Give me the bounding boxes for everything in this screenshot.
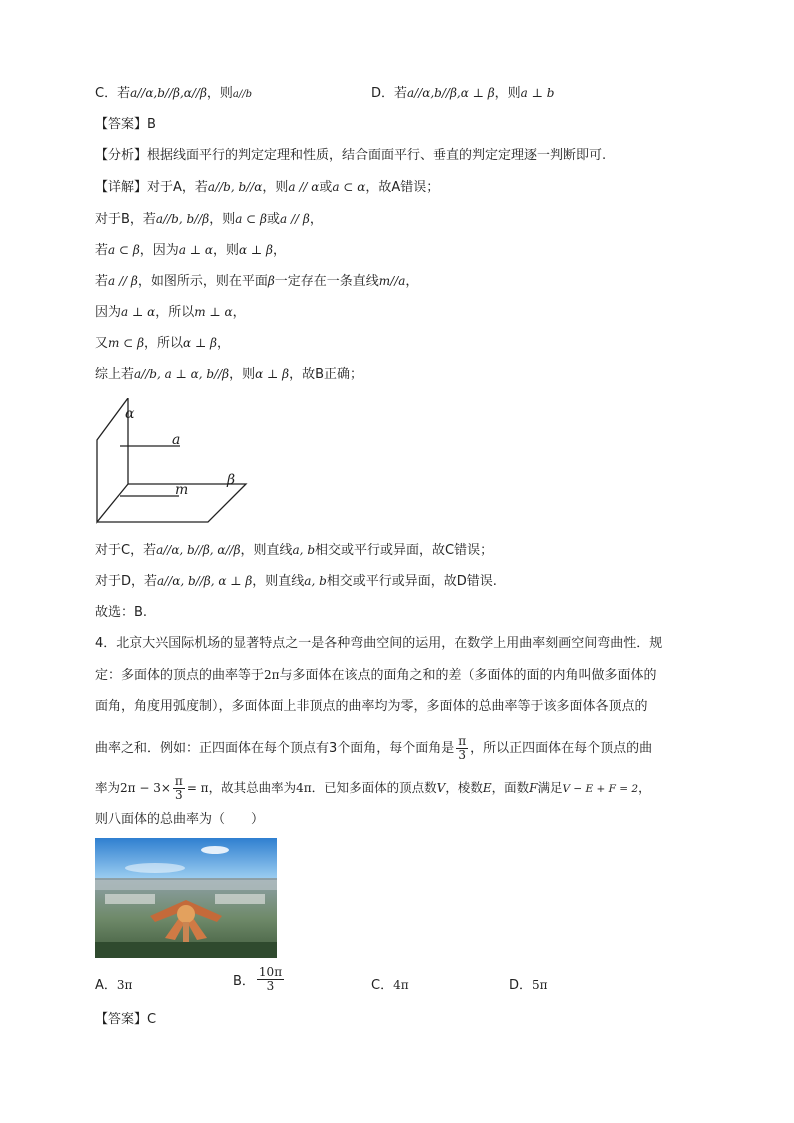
option-a[interactable] [95,974,132,993]
math: a // β [280,212,310,226]
detail-line-6 [95,334,230,353]
answer-tag: 【答案】 [95,117,148,132]
text: 综上若 [95,367,135,382]
text: ，则 [209,212,236,227]
text: ，故B正确； [289,367,363,382]
text: 对于A，若 [147,180,208,195]
conclusion-c [95,541,493,560]
math: a ⊥ α [121,305,156,319]
math: E [482,781,492,795]
option-c-prev [95,84,252,104]
text: ， [309,212,323,227]
q4-line-3: 面角，角度用弧度制），多面体面上非顶点的曲率均为零，多面体的总曲率等于该多面体各顶点的 [95,699,648,714]
math: V [436,781,446,795]
text: ，则 [212,243,239,258]
option-c[interactable] [371,974,409,993]
text: ，则直线 [252,574,305,589]
math: a ⊂ β [235,212,267,226]
option-d[interactable] [509,974,548,993]
label-m: m [175,482,189,498]
text: ， [272,243,286,258]
plane-beta [97,484,246,522]
answer-2 [95,1011,156,1029]
text: 或 [266,212,280,227]
detail-line-2 [95,210,323,229]
text: ，则 [206,86,233,101]
math: α ⊥ β [239,243,273,257]
option-label: C．若 [95,86,131,101]
fraction-pi-over-3 [456,735,468,762]
detail-line-7 [95,365,363,384]
math: a ⊂ α [332,180,366,194]
analysis-tag: 【分析】 [95,148,148,163]
text: ，故其总曲率为 [208,780,297,795]
math: a//b [232,89,253,100]
label-beta: β [227,472,236,488]
numerator: π [174,774,183,788]
option-d-prev [371,84,554,103]
detail-line-3 [95,241,286,260]
math: V − E + F = 2 [562,783,639,795]
math: a ⊥ b [520,86,555,100]
denominator: 3 [175,788,183,802]
text: 一定存在一条直线 [274,274,379,289]
q4-line-6: 则八面体的总曲率为（ ） [95,812,265,827]
math: a, b [304,574,327,588]
q4-line-2 [95,666,657,685]
option-label: C． [371,978,394,993]
plane-alpha [97,398,128,522]
text: ，所以正四面体在每个顶点的曲 [470,741,653,756]
math: = π [186,781,209,795]
option-value: 3π [116,978,133,992]
math: β [267,274,275,288]
analysis-text: 根据线面平行的判定定理和性质，结合面面平行、垂直的判定定理逐一判断即可. [147,148,607,163]
option-value: 5π [532,978,548,992]
planes-figure [95,398,255,526]
q4-line-5 [95,775,651,802]
math: a ⊂ β [108,243,140,257]
math: 2π − 3× [120,781,171,795]
denominator: 3 [266,979,275,993]
text: ， [232,305,246,320]
text: 对于D，若 [95,574,158,589]
text: 若 [95,243,109,258]
text: 相交或平行或异面，故D错误. [326,574,497,589]
text: ，则 [262,180,289,195]
math: a//b, b//β [155,212,210,226]
text: 对于C，若 [95,543,157,558]
option-value: 4π [393,978,409,992]
numerator: 10π [258,965,283,979]
math: m ⊂ β [108,336,145,350]
answer-tag: 【答案】 [95,1012,148,1027]
denominator: 3 [458,748,467,762]
fraction-pi-over-3 [173,775,185,802]
math: 2π [264,668,280,682]
text: 定：多面体的顶点的曲率等于 [95,668,265,683]
detail-tag: 【详解】 [95,180,148,195]
math: m//a [378,274,406,288]
option-fraction [257,966,284,993]
option-b[interactable] [233,966,286,993]
q4-line-1: 4．北京大兴国际机场的显著特点之一是各种弯曲空间的运用，在数学上用曲率刻画空间弯曲性．规 [95,636,663,651]
option-label: B． [233,974,255,989]
answer-value: B [147,117,156,132]
text: 或 [319,180,333,195]
math: a//α, b//β, α//β [156,543,241,557]
label-a: a [172,432,181,448]
text: ，棱数 [445,780,483,795]
text: ， [405,274,419,289]
answer-value: C [147,1012,157,1027]
text: ，因为 [139,243,179,258]
math: a, b [292,543,315,557]
text: ，面数 [491,780,530,795]
text: 又 [95,336,109,351]
text: ，则 [494,86,521,101]
math: m ⊥ α [194,305,233,319]
final-choice: 故选：B. [95,605,148,620]
text: 满足 [537,780,563,795]
q4-line-4 [95,735,652,762]
math: a//α,b//β,α ⊥ β [407,86,495,100]
text: 相交或平行或异面，故C错误； [315,543,494,558]
option-label: A． [95,978,117,993]
math: a ⊥ α [178,243,213,257]
math: α ⊥ β [255,367,290,381]
math: a//b, b//α [207,180,263,194]
airport-photo [95,838,277,958]
math: a // α [288,180,320,194]
text: ．已知多面体的顶点数 [311,780,437,795]
math: a//α, b//β, α ⊥ β [157,574,253,588]
text: 与多面体在该点的面角之和的差（多面体的面的内角叫做多面体的 [279,668,657,683]
text: ，所以 [155,305,195,320]
text: 若 [95,274,109,289]
text: 因为 [95,305,122,320]
text: ， [638,780,651,795]
conclusion-d [95,572,497,591]
text: 曲率之和．例如：正四面体在每个顶点有3个面角，每个面角是 [95,741,455,756]
text: 率为 [95,780,121,795]
analysis [95,147,606,165]
text: ， [217,336,231,351]
text: ，如图所示，则在平面 [137,274,268,289]
math: 4π [296,781,312,795]
numerator: π [458,734,467,748]
label-alpha: α [125,406,135,422]
math: a // β [108,274,138,288]
detail-line-1 [95,178,439,197]
detail-line-5 [95,303,246,322]
option-label: D． [509,978,533,993]
detail-line-4 [95,272,418,291]
math: a//α,b//β,α//β [130,86,207,100]
math: α ⊥ β [183,336,217,350]
text: ，则直线 [240,543,293,558]
math: F [529,781,538,795]
text: ，故A错误； [365,180,440,195]
option-label: D．若 [371,86,408,101]
text: 对于B，若 [95,212,156,227]
answer-1 [95,116,156,134]
math: a//b, a ⊥ α, b//β [134,367,230,381]
text: ，所以 [144,336,184,351]
text: ，则 [229,367,256,382]
